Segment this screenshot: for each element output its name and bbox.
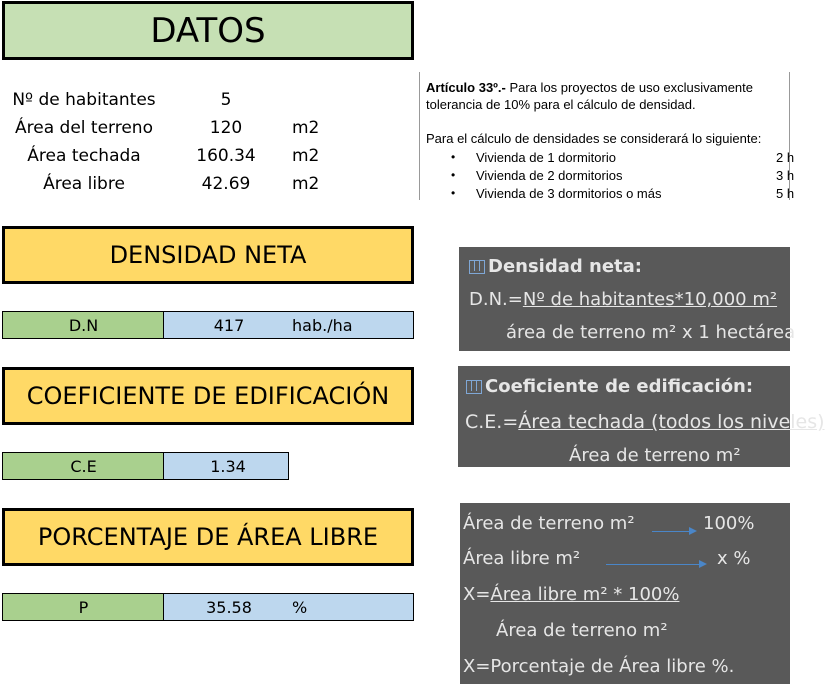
densidad-unit: hab./ha (292, 315, 353, 335)
table-icon (466, 380, 482, 394)
coeficiente-label-cell: C.E (2, 452, 165, 480)
arrow-right-icon (606, 564, 700, 565)
porcentaje-rule-line1-right: 100% (703, 513, 755, 534)
densidad-formula-box (459, 247, 796, 351)
densidad-formula-heading-text: Densidad neta: (488, 256, 643, 277)
table-icon (469, 260, 485, 274)
datos-label: Nº de habitantes (12, 90, 156, 110)
porcentaje-value-cell (163, 593, 414, 621)
datos-label: Área techada (27, 146, 141, 166)
arrow-right-icon (652, 531, 690, 532)
formula-numerator: Área libre m² * 100% (490, 584, 680, 605)
coeficiente-formula-box (458, 366, 825, 467)
formula-prefix: C.E.= (465, 411, 519, 433)
porcentaje-formula-box (460, 503, 790, 684)
formula-numerator: Área techada (todos los niveles) (518, 411, 825, 433)
formula-prefix: X= (463, 584, 491, 605)
formula-numerator: Nº de habitantes*10,000 m² (522, 289, 778, 310)
datos-unit: m2 (292, 146, 320, 166)
arrowhead-icon (699, 560, 707, 568)
datos-value: 5 (220, 90, 232, 110)
porcentaje-unit: % (292, 597, 308, 617)
coeficiente-formula-heading (466, 376, 753, 397)
datos-title: DATOS (2, 1, 414, 60)
article-item-value: 5 h (776, 186, 795, 201)
densidad-formula-denominator: área de terreno m² x 1 hectárea (506, 322, 796, 343)
article-item-value: 3 h (776, 168, 795, 183)
coeficiente-value: 1.34 (210, 456, 246, 476)
datos-value: 42.69 (201, 174, 251, 194)
article-line1 (426, 80, 753, 95)
article-heading: Artículo 33º.- (426, 80, 506, 95)
article-line3: Para el cálculo de densidades se considerará lo siguiente: (426, 131, 762, 146)
densidad-title: DENSIDAD NETA (2, 226, 414, 284)
datos-unit: m2 (292, 174, 320, 194)
formula-prefix: D.N.= (469, 289, 523, 310)
densidad-label-cell: D.N (2, 311, 165, 339)
article-item: Vivienda de 2 dormitorios (476, 168, 623, 183)
datos-value: 120 (209, 118, 243, 138)
coeficiente-value-cell (163, 452, 289, 480)
coeficiente-formula-heading-text: Coeficiente de edificación: (485, 376, 754, 397)
article-line1-text: Para los proyectos de uso exclusivamente (505, 80, 754, 95)
arrowhead-icon (689, 527, 697, 535)
densidad-formula-numerator-line (469, 289, 777, 310)
porcentaje-formula-denominator: Área de terreno m² (496, 620, 668, 641)
densidad-value-cell (163, 311, 414, 339)
porcentaje-formula-result: X=Porcentaje de Área libre %. (463, 656, 735, 677)
porcentaje-rule-line2-right: x % (717, 548, 751, 569)
coeficiente-title: COEFICIENTE DE EDIFICACIÓN (2, 367, 414, 425)
bullet-icon: • (451, 150, 456, 164)
bullet-icon: • (451, 168, 456, 182)
porcentaje-title: PORCENTAJE DE ÁREA LIBRE (2, 508, 414, 566)
bullet-icon: • (451, 186, 456, 200)
coeficiente-formula-denominator: Área de terreno m² (569, 445, 741, 466)
coeficiente-formula-numerator-line (465, 411, 825, 433)
porcentaje-formula-numerator-line (463, 584, 679, 605)
datos-label: Área libre (43, 174, 125, 194)
porcentaje-rule-line1-left: Área de terreno m² (463, 513, 635, 534)
densidad-value: 417 (213, 315, 245, 335)
datos-unit: m2 (292, 118, 320, 138)
porcentaje-rule-line2-left: Área libre m² (463, 548, 581, 569)
article-line2: tolerancia de 10% para el cálculo de densidad. (426, 97, 696, 112)
article-item: Vivienda de 3 dormitorios o más (476, 186, 662, 201)
article-item-value: 2 h (776, 150, 795, 165)
article-excerpt (419, 72, 795, 201)
densidad-formula-heading (469, 256, 642, 277)
porcentaje-value: 35.58 (206, 597, 252, 617)
datos-value: 160.34 (196, 146, 256, 166)
datos-label: Área del terreno (15, 118, 153, 138)
porcentaje-label-cell: P (2, 593, 165, 621)
article-item: Vivienda de 1 dormitorio (476, 150, 616, 165)
